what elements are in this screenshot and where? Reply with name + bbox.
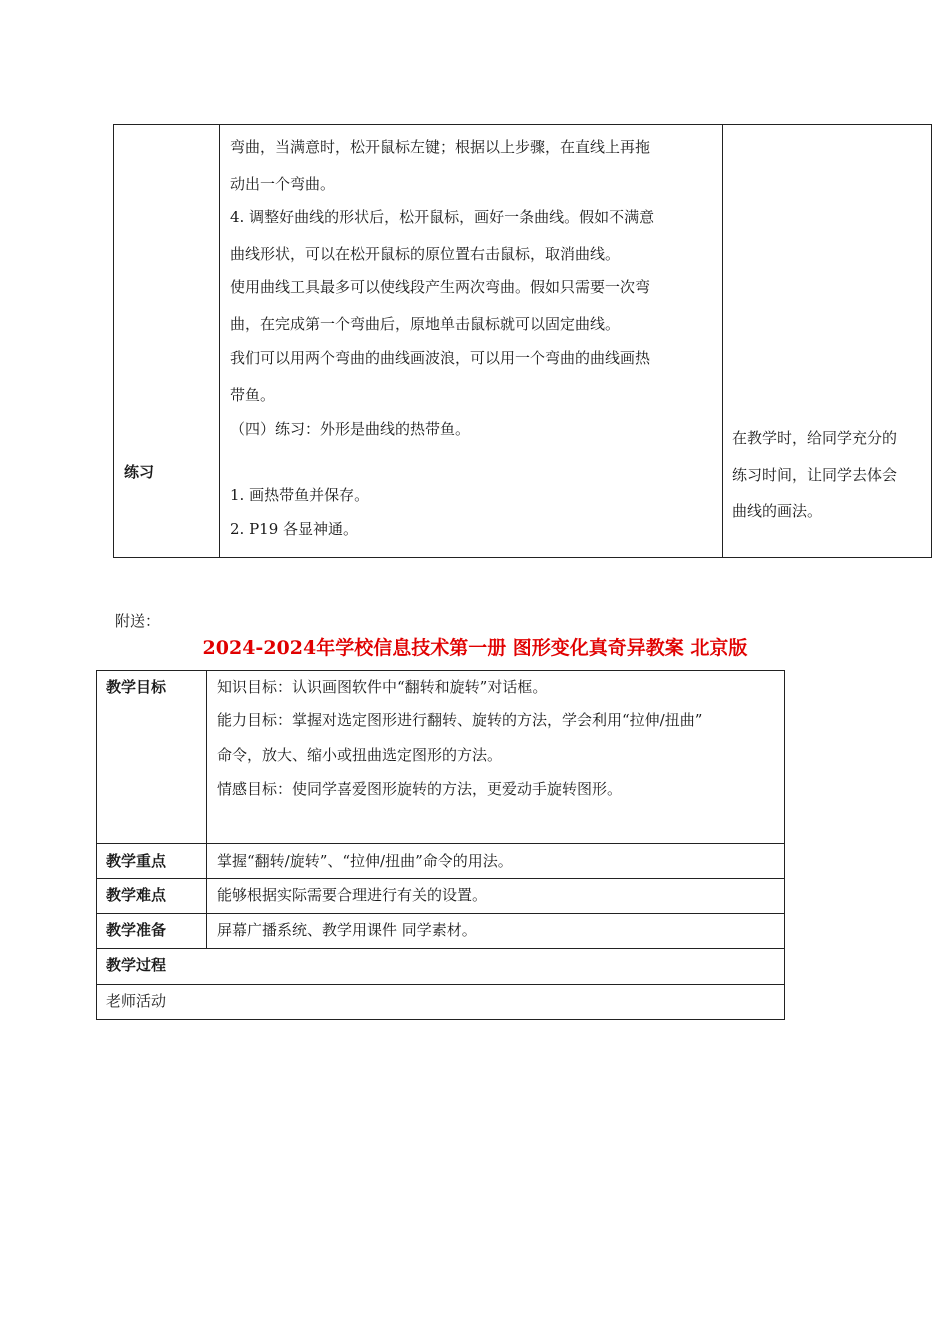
content-line: 4. 调整好曲线的形状后，松开鼠标，画好一条曲线。假如不满意	[230, 208, 655, 226]
process-label: 教学过程	[106, 956, 167, 974]
difficulty-row	[97, 878, 784, 914]
objective-line: 能力目标：掌握对选定图形进行翻转、旋转的方法，学会利用“拉伸/扭曲”	[217, 711, 703, 729]
objectives-label: 教学目标	[106, 678, 167, 696]
exercise-table	[113, 124, 932, 558]
row-label: 练习	[124, 463, 155, 481]
preparation-text: 屏幕广播系统、教学用课件 同学素材。	[217, 921, 477, 939]
teacher-activity-row	[97, 984, 784, 1020]
content-cell	[220, 125, 723, 557]
document-title: 2024-2024年学校信息技术第一册 图形变化真奇异教案 北京版	[202, 637, 748, 659]
attachment-label: 附送：	[115, 612, 161, 630]
key-point-text: 掌握“翻转/旋转”、“拉伸/扭曲”命令的用法。	[217, 852, 513, 870]
row-label-cell	[114, 125, 220, 557]
key-point-label: 教学重点	[106, 852, 167, 870]
note-cell	[723, 125, 931, 557]
content-line: 动出一个弯曲。	[230, 175, 336, 193]
process-row	[97, 948, 784, 984]
content-line: 曲，在完成第一个弯曲后，原地单击鼠标就可以固定曲线。	[230, 315, 621, 333]
teacher-activity-label: 老师活动	[106, 992, 167, 1010]
note-line: 曲线的画法。	[732, 502, 823, 520]
content-line: 2. P19 各显神通。	[230, 520, 359, 538]
content-line: 使用曲线工具最多可以使线段产生两次弯曲。假如只需要一次弯	[230, 278, 651, 296]
preparation-label: 教学准备	[106, 921, 167, 939]
content-line: 带鱼。	[230, 386, 276, 404]
difficulty-text: 能够根据实际需要合理进行有关的设置。	[217, 886, 488, 904]
note-line: 在教学时，给同学充分的	[732, 429, 898, 447]
key-point-row	[97, 843, 784, 879]
content-line: 1. 画热带鱼并保存。	[230, 486, 370, 504]
content-line: 我们可以用两个弯曲的曲线画波浪，可以用一个弯曲的曲线画热	[230, 349, 651, 367]
difficulty-label: 教学难点	[106, 886, 167, 904]
content-line: 弯曲，当满意时，松开鼠标左键；根据以上步骤，在直线上再拖	[230, 138, 651, 156]
objective-line: 情感目标：使同学喜爱图形旋转的方法，更爱动手旋转图形。	[217, 780, 623, 798]
objective-line: 命令，放大、缩小或扭曲选定图形的方法。	[217, 746, 503, 764]
note-line: 练习时间，让同学去体会	[732, 466, 898, 484]
lesson-plan-table	[96, 670, 785, 1020]
preparation-row	[97, 913, 784, 949]
content-line: 曲线形状，可以在松开鼠标的原位置右击鼠标，取消曲线。	[230, 245, 621, 263]
objective-line: 知识目标：认识画图软件中“翻转和旋转”对话框。	[217, 678, 548, 696]
content-line: （四）练习：外形是曲线的热带鱼。	[230, 420, 471, 438]
